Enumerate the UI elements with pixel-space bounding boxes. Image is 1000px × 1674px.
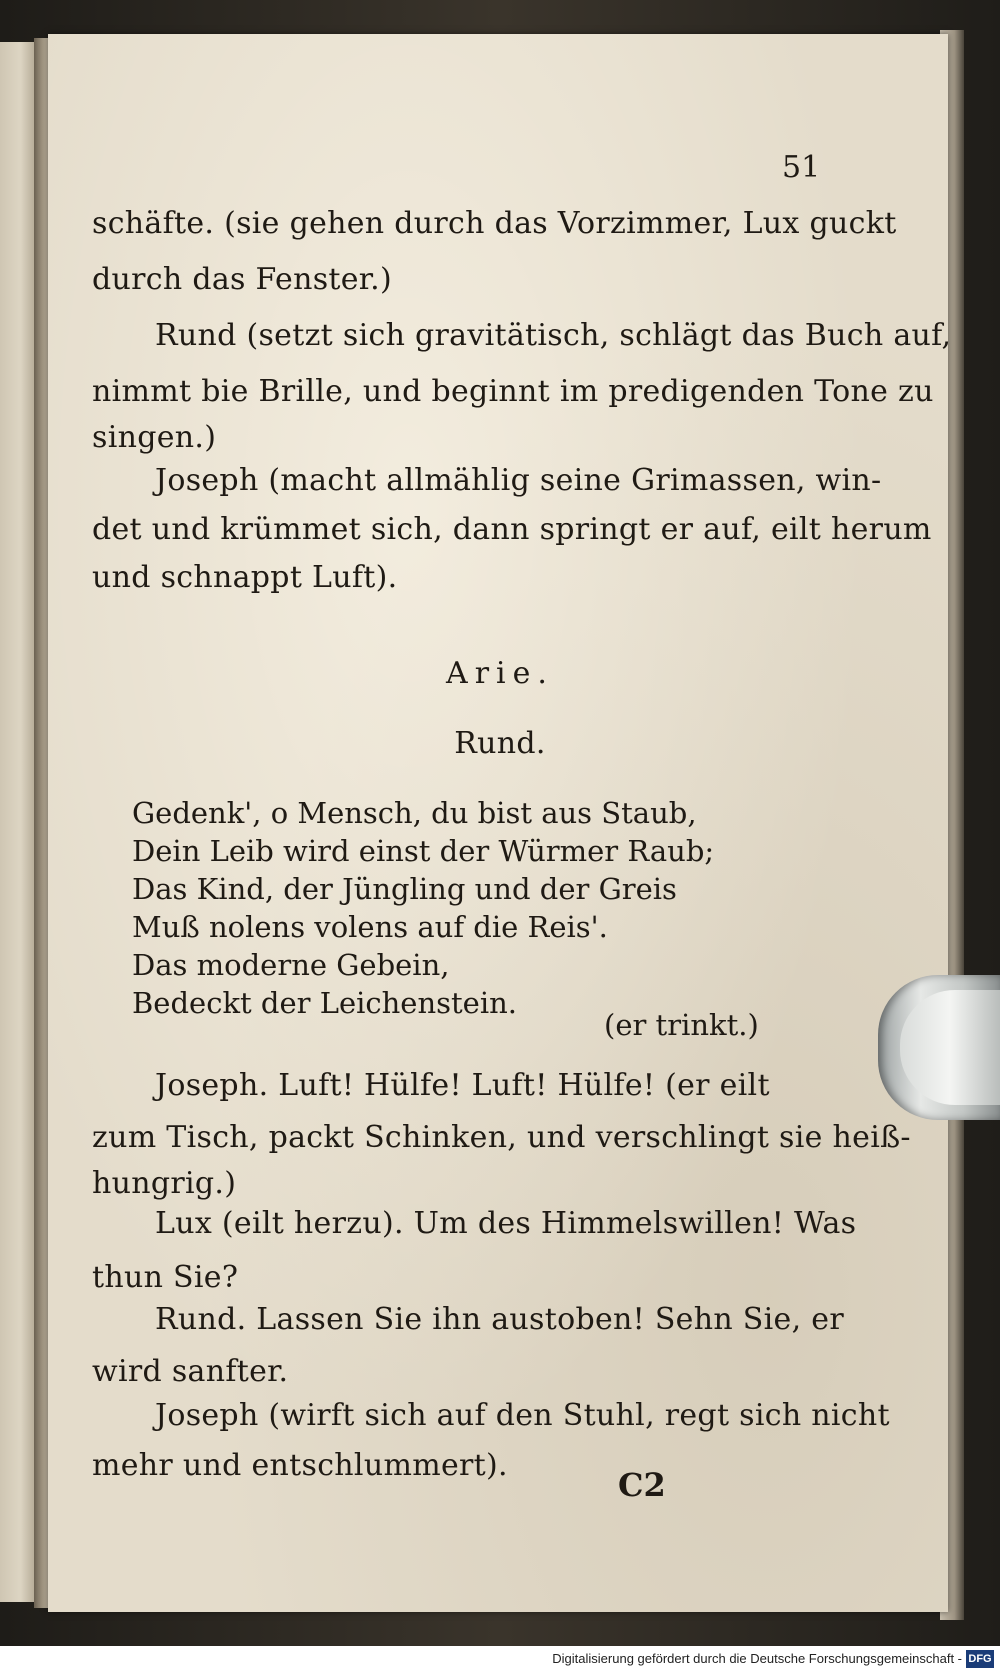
left-page-edge [0,42,36,1602]
text-line: hungrig.) [92,1166,237,1201]
signature-mark: C2 [618,1466,666,1504]
text-line: Joseph (macht allmählig seine Grimassen, win- [155,463,882,498]
text-line: und schnappt Luft). [92,560,398,595]
verse-line: Bedeckt der Leichenstein. [132,986,518,1020]
text-line: Rund (setzt sich gravitätisch, schlägt das Buch auf, [155,318,952,353]
text-line: mehr und entschlummert). [92,1448,508,1483]
speaker-name: Rund. [454,726,546,761]
text-line: Joseph. Luft! Hülfe! Luft! Hülfe! (er eilt [155,1068,770,1103]
text-line: zum Tisch, packt Schinken, und verschlingt sie heiß- [92,1120,911,1155]
text-line: nimmt bie Brille, und beginnt im predigenden Tone zu [92,374,934,409]
stage-direction: (er trinkt.) [604,1008,759,1042]
text-line: wird sanfter. [92,1354,289,1389]
text-line: Rund. Lassen Sie ihn austoben! Sehn Sie, er [155,1302,844,1337]
aria-heading: Arie. [446,656,554,691]
verse-line: Muß nolens volens auf die Reis'. [132,910,608,944]
text-line: Joseph (wirft sich auf den Stuhl, regt sich nicht [155,1398,890,1433]
dfg-logo: DFG [966,1650,994,1668]
text-line: det und krümmet sich, dann springt er auf, eilt herum [92,512,932,547]
text-line: singen.) [92,420,217,455]
text-line: durch das Fenster.) [92,262,392,297]
text-line: schäfte. (sie gehen durch das Vorzimmer, Lux guckt [92,206,897,241]
verse-line: Dein Leib wird einst der Würmer Raub; [132,834,715,868]
page-number: 51 [782,150,821,185]
text-line: Lux (eilt herzu). Um des Himmelswillen! Was [155,1206,857,1241]
verse-line: Das Kind, der Jüngling und der Greis [132,872,677,906]
verse-line: Das moderne Gebein, [132,948,450,982]
footer-credit: Digitalisierung gefördert durch die Deutsche Forschungsgemeinschaft - [552,1651,962,1666]
footer-bar [0,1646,1000,1674]
text-line: thun Sie? [92,1260,239,1295]
page-clip-highlight [900,990,1000,1105]
verse-line: Gedenk', o Mensch, du bist aus Staub, [132,796,697,830]
